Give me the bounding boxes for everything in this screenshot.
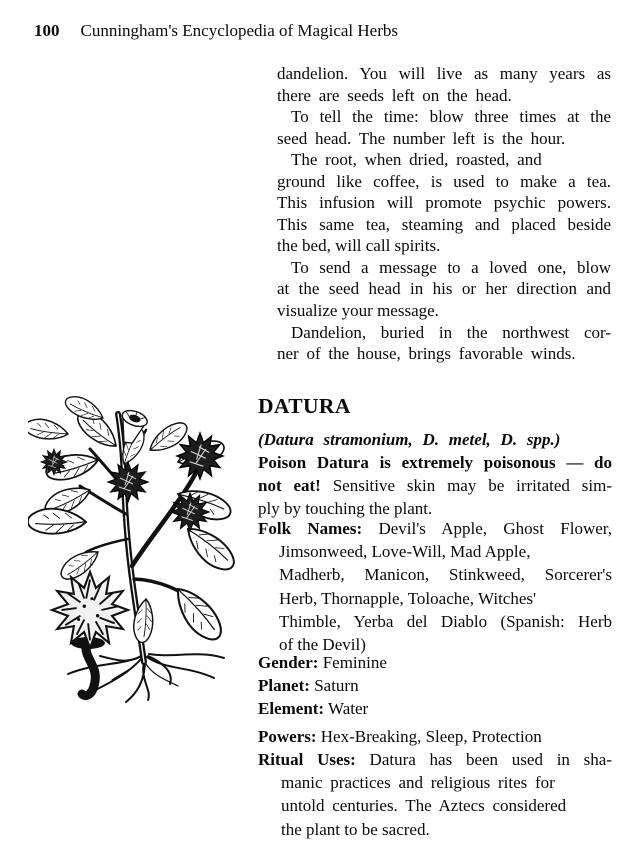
field-label: Folk Names: bbox=[258, 519, 363, 538]
text-line: To tell the time: blow three times at the bbox=[291, 107, 611, 127]
text-line: dandelion. You will live as many years as bbox=[277, 64, 611, 83]
page-number: 100 bbox=[34, 21, 60, 40]
field-label: Gender: bbox=[258, 653, 319, 672]
field-value: Water bbox=[324, 699, 369, 719]
text-line: Thimble, Yerba del Diablo (Spanish: Herb bbox=[279, 611, 612, 631]
text-line bbox=[258, 748, 612, 771]
field-value: Devil's Apple, Ghost Flower, bbox=[362, 519, 613, 538]
field-value: Hex-Breaking, Sleep, Protection bbox=[316, 727, 542, 746]
text-line: This same tea, steaming and placed beside bbox=[277, 214, 611, 234]
text-line bbox=[258, 451, 612, 474]
text-line: The root, when dried, roasted, and bbox=[291, 150, 542, 170]
field-value: Feminine bbox=[318, 653, 387, 672]
text-line: there are seeds left on the head. bbox=[277, 85, 512, 105]
species-line: (Datura stramonium, D. metel, D. spp.) bbox=[258, 430, 561, 449]
text-line: ner of the house, brings favorable winds. bbox=[277, 344, 576, 364]
warning-text: Sensitive skin may be irritated sim- bbox=[320, 476, 612, 496]
text-line bbox=[258, 474, 612, 497]
field-label: Ritual Uses: bbox=[258, 750, 356, 769]
text-line: Herb, Thornapple, Toloache, Witches' bbox=[279, 588, 537, 608]
text-line: Jimsonweed, Love-Will, Mad Apple, bbox=[279, 542, 531, 562]
text-line: manic practices and religious rites for bbox=[281, 773, 555, 793]
gender-line bbox=[258, 651, 612, 674]
text-line: seed head. The number left is the hour. bbox=[277, 128, 566, 148]
text-line bbox=[258, 517, 612, 540]
warning-bold: Poison Datura is extremely poisonous — do bbox=[258, 453, 612, 472]
text-line: at the seed head in his or her direction and bbox=[277, 279, 611, 299]
dandelion-text-block bbox=[277, 63, 611, 365]
field-value: Datura has been used in sha- bbox=[355, 750, 612, 769]
attributes-block bbox=[258, 651, 612, 721]
field-label: Powers: bbox=[258, 727, 317, 746]
text-line: untold centuries. The Aztecs considered bbox=[281, 796, 567, 816]
field-value: Saturn bbox=[309, 676, 359, 696]
text-line: the bed, will call spirits. bbox=[277, 236, 441, 256]
folk-names-block bbox=[258, 517, 612, 656]
field-label: Planet: bbox=[258, 676, 310, 696]
text-line: ground like coffee, is used to make a tea. bbox=[277, 171, 611, 191]
warning-bold: not eat! bbox=[258, 476, 321, 496]
powers-block bbox=[258, 725, 612, 748]
text-line: To send a message to a loved one, blow bbox=[291, 257, 611, 277]
text-line: Dandelion, buried in the northwest cor- bbox=[291, 322, 611, 342]
page-header bbox=[34, 21, 398, 41]
text-line: Madherb, Manicon, Stinkweed, Sorcerer's bbox=[279, 565, 612, 585]
book-title: Cunningham's Encyclopedia of Magical Herbs bbox=[80, 21, 398, 40]
entry-heading: DATURA bbox=[258, 394, 351, 418]
planet-line bbox=[258, 674, 612, 697]
element-line bbox=[258, 697, 612, 720]
powers-line bbox=[258, 725, 612, 748]
text-line: of the Devil) bbox=[279, 634, 366, 654]
field-label: Element: bbox=[258, 699, 325, 719]
ritual-uses-block bbox=[258, 748, 612, 841]
datura-illustration bbox=[28, 394, 248, 706]
text-line: visualize your message. bbox=[277, 301, 439, 321]
text-line: This infusion will promote psychic powers. bbox=[277, 193, 611, 213]
poison-warning bbox=[258, 451, 612, 521]
text-line: the plant to be sacred. bbox=[281, 819, 430, 839]
text-line: ply by touching the plant. bbox=[258, 499, 433, 519]
